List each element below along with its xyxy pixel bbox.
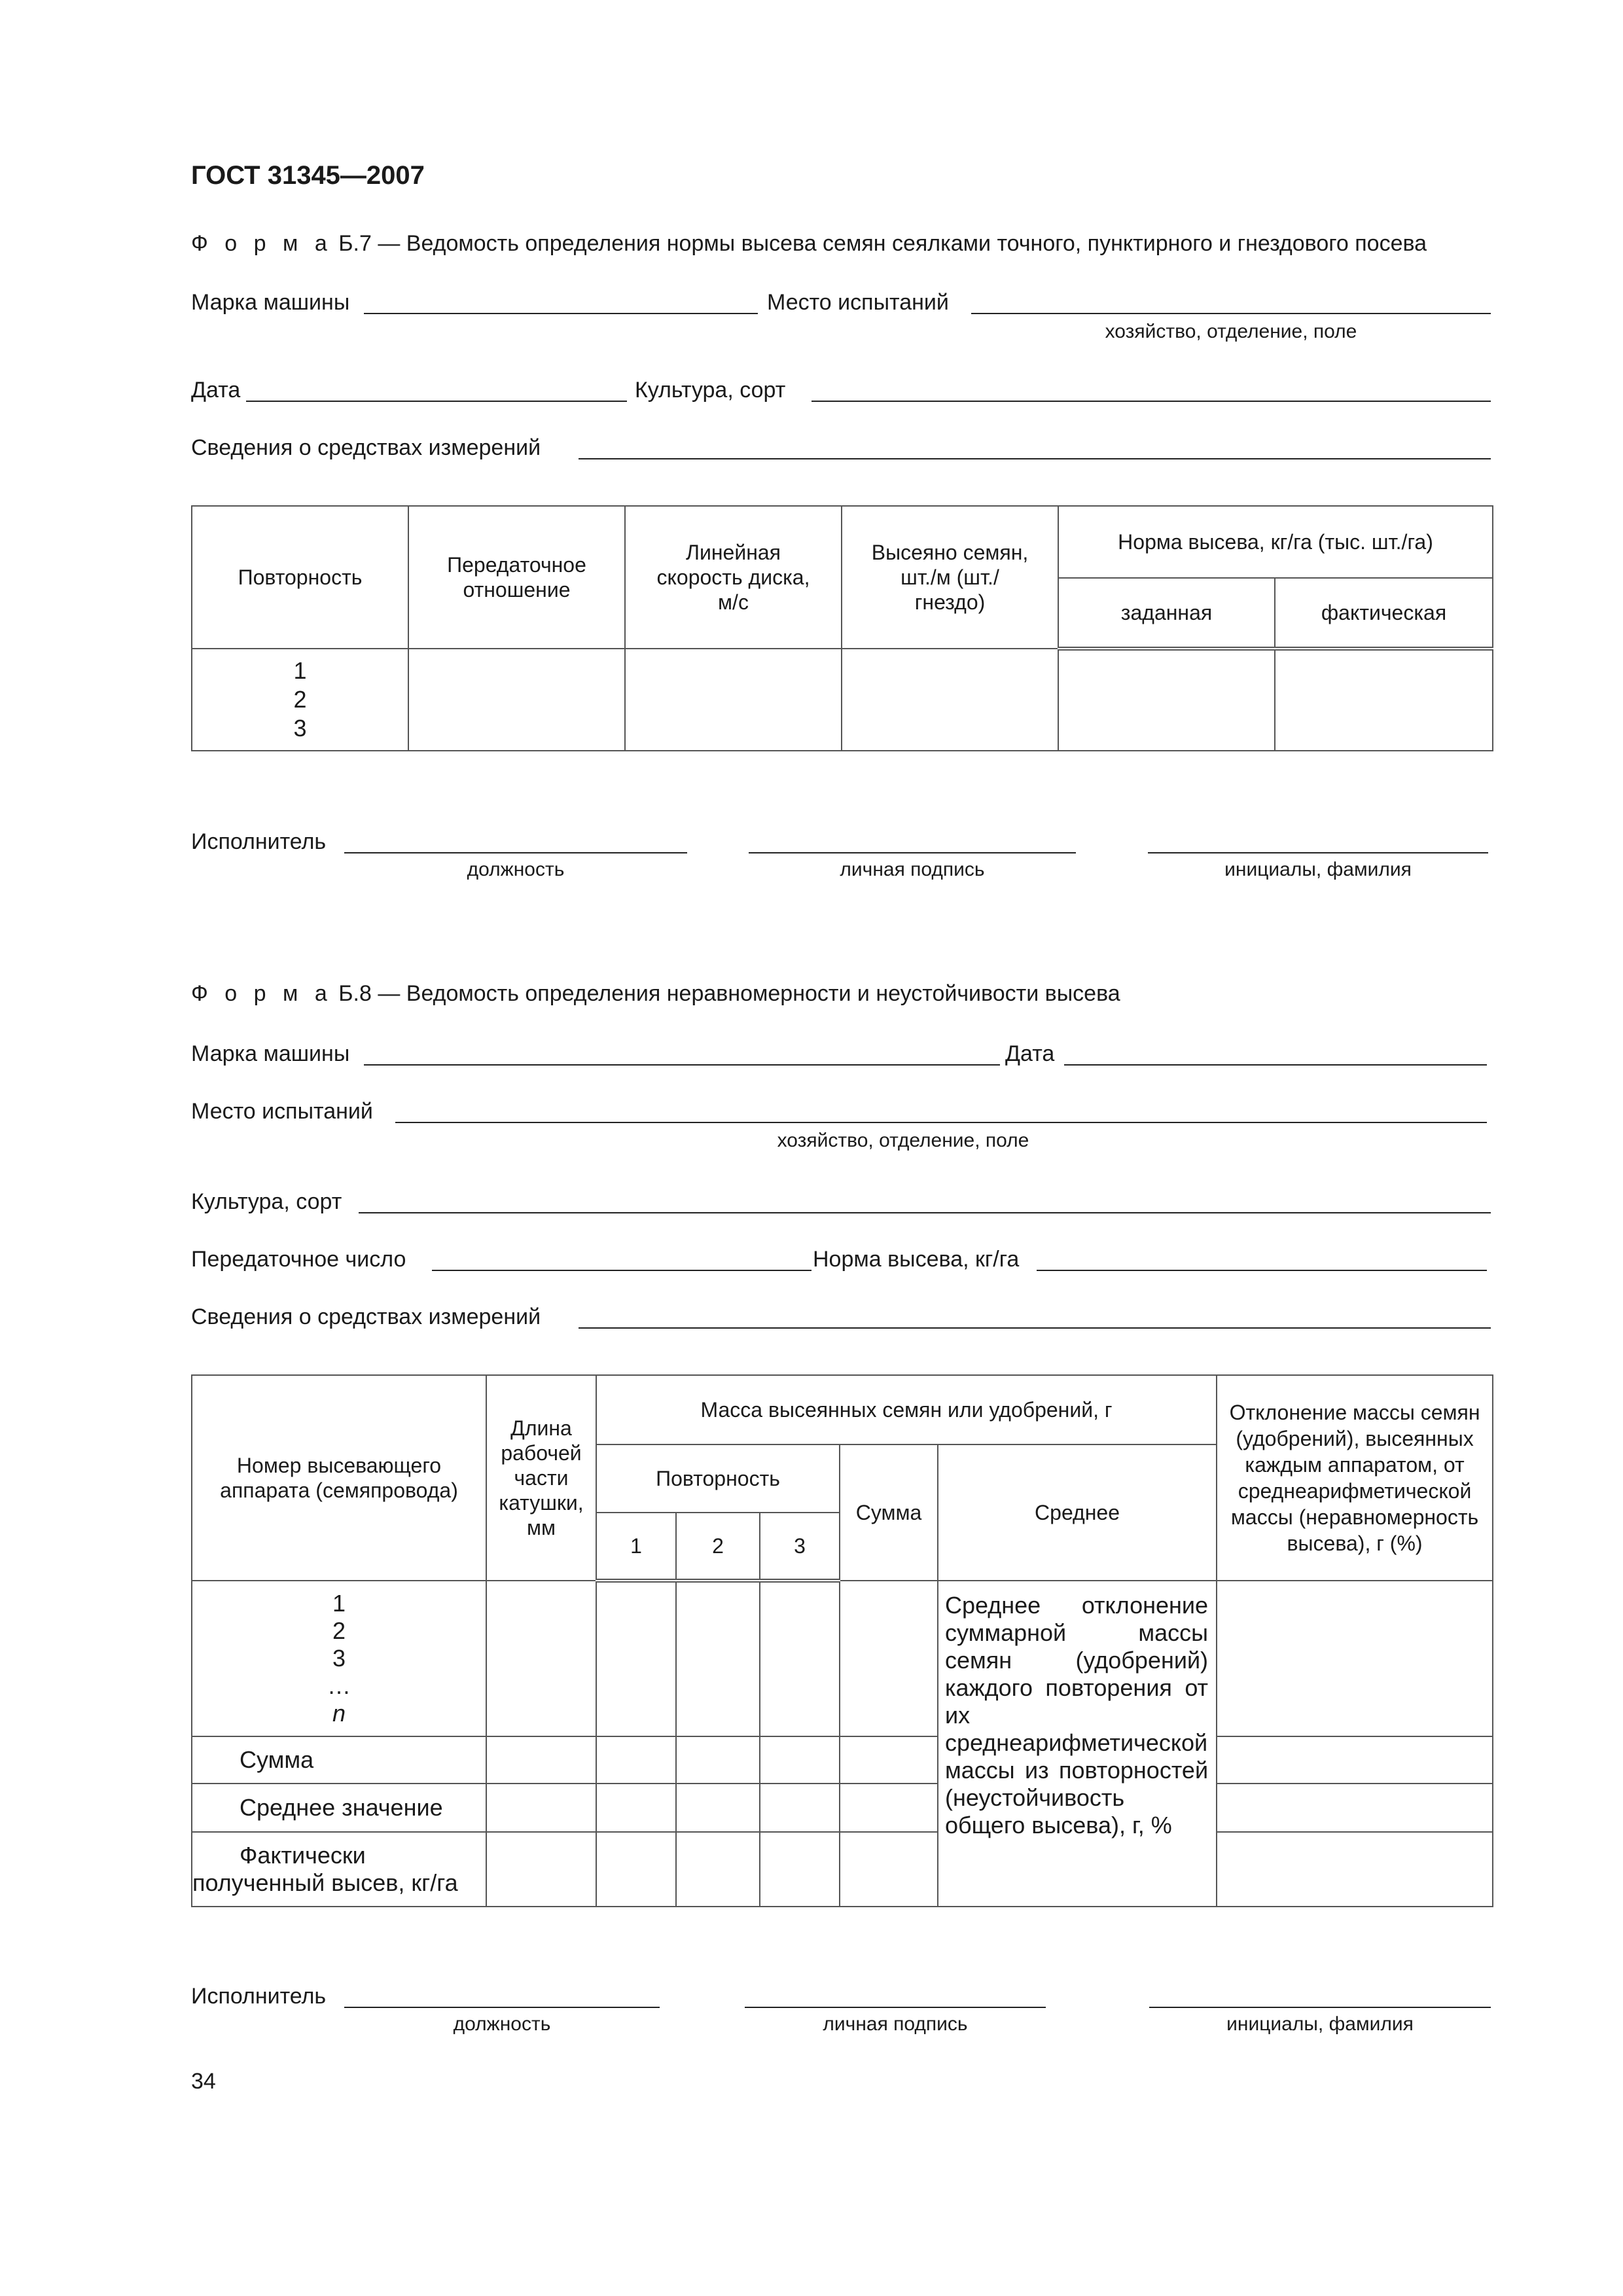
b8-mean-rep3[interactable] xyxy=(760,1784,840,1832)
b8-head-device: Номер высевающего аппарата (семяпровода) xyxy=(192,1375,486,1581)
b8-actual-rep3[interactable] xyxy=(760,1832,840,1907)
b8-brand-field[interactable] xyxy=(364,1064,1000,1066)
b8-mean-rep1[interactable] xyxy=(596,1784,676,1832)
b8-instruments-label: Сведения о средствах измерений xyxy=(191,1304,541,1329)
b8-sum-rep3[interactable] xyxy=(760,1736,840,1784)
b7-position-field[interactable] xyxy=(344,852,687,853)
form-b8-title-prefix: Ф о р м а xyxy=(191,981,332,1006)
b7-place-field[interactable] xyxy=(971,313,1491,314)
form-b8-title xyxy=(191,980,1120,1007)
b8-signature-caption: личная подпись xyxy=(823,2013,968,2035)
b8-actual-rep1[interactable] xyxy=(596,1832,676,1907)
b8-date-field[interactable] xyxy=(1064,1064,1487,1066)
b8-cell-length[interactable] xyxy=(486,1581,596,1736)
b7-crop-field[interactable] xyxy=(812,401,1491,402)
b8-row-n: n xyxy=(332,1700,346,1727)
b8-position-field[interactable] xyxy=(344,2007,660,2008)
b8-actual-rep2[interactable] xyxy=(676,1832,760,1907)
b8-sum-deviation[interactable] xyxy=(1217,1736,1493,1784)
b7-head-repeat: Повторность xyxy=(192,506,408,649)
b8-head-length: Длина рабочей части катушки, мм xyxy=(486,1375,596,1581)
b7-brand-label: Марка машины xyxy=(191,290,350,315)
b8-row-numbers xyxy=(192,1581,486,1736)
b8-sum-length[interactable] xyxy=(486,1736,596,1784)
b8-mean-sum[interactable] xyxy=(840,1784,938,1832)
b8-place-label: Место испытаний xyxy=(191,1099,373,1124)
b7-executor-label: Исполнитель xyxy=(191,829,327,854)
b8-gear-label: Передаточное число xyxy=(191,1247,406,1272)
page-number: 34 xyxy=(191,2069,216,2094)
b7-head-norm: Норма высева, кг/га (тыс. шт./га) xyxy=(1058,506,1493,578)
b7-signature-field[interactable] xyxy=(749,852,1076,853)
b8-signature-field[interactable] xyxy=(745,2007,1046,2008)
b7-date-label: Дата xyxy=(191,378,241,403)
b7-place-label: Место испытаний xyxy=(767,290,949,315)
b8-row-mean: Среднее значение xyxy=(192,1784,486,1832)
b8-executor-label: Исполнитель xyxy=(191,1984,327,2009)
b7-instruments-field[interactable] xyxy=(579,458,1491,459)
form-b7-title-prefix: Ф о р м а xyxy=(191,231,332,256)
b8-cell-sum[interactable] xyxy=(840,1581,938,1736)
b8-crop-field[interactable] xyxy=(359,1212,1491,1213)
b7-row-1: 1 xyxy=(293,657,307,684)
b8-name-caption: инициалы, фамилия xyxy=(1226,2013,1414,2035)
b8-sum-rep2[interactable] xyxy=(676,1736,760,1784)
b7-head-ratio: Передаточное отношение xyxy=(408,506,625,649)
b7-row-3: 3 xyxy=(293,715,307,742)
b8-table xyxy=(191,1374,1493,1907)
b8-cell-deviation[interactable] xyxy=(1217,1581,1493,1736)
b8-norm-field[interactable] xyxy=(1037,1270,1487,1271)
b8-head-rep-2: 2 xyxy=(676,1513,760,1581)
b8-place-field[interactable] xyxy=(395,1122,1487,1123)
b8-head-sum: Сумма xyxy=(840,1444,938,1581)
form-b7-title xyxy=(191,230,1427,257)
b7-cell-actual[interactable] xyxy=(1275,649,1493,751)
b8-date-label: Дата xyxy=(1005,1041,1055,1066)
b8-gear-field[interactable] xyxy=(432,1270,812,1271)
b7-table xyxy=(191,505,1493,751)
b8-place-caption: хозяйство, отделение, поле xyxy=(777,1130,1029,1151)
b7-signature-caption: личная подпись xyxy=(840,859,985,880)
b8-actual-sum[interactable] xyxy=(840,1832,938,1907)
b7-position-caption: должность xyxy=(467,859,565,880)
b8-row-1: 1 xyxy=(332,1590,346,1617)
b8-head-rep-1: 1 xyxy=(596,1513,676,1581)
b7-instruments-label: Сведения о средствах измерений xyxy=(191,435,541,460)
b8-mean-rep2[interactable] xyxy=(676,1784,760,1832)
b8-sum-rep1[interactable] xyxy=(596,1736,676,1784)
b7-cell-set[interactable] xyxy=(1058,649,1275,751)
document-header: ГОСТ 31345—2007 xyxy=(191,161,425,190)
b8-head-mean: Среднее xyxy=(938,1444,1217,1581)
b8-row-3: 3 xyxy=(332,1645,346,1672)
b7-head-speed: Линейная скорость диска, м/с xyxy=(625,506,842,649)
b7-row-numbers xyxy=(192,649,408,751)
b8-mean-length[interactable] xyxy=(486,1784,596,1832)
b8-norm-label: Норма высева, кг/га xyxy=(813,1247,1020,1272)
b8-mean-deviation[interactable] xyxy=(1217,1784,1493,1832)
b7-name-caption: инициалы, фамилия xyxy=(1224,859,1412,880)
b8-row-2: 2 xyxy=(332,1617,346,1644)
b8-brand-label: Марка машины xyxy=(191,1041,350,1066)
b8-row-actual: Фактически полученный высев, кг/га xyxy=(192,1832,486,1907)
b8-head-mass: Масса высеянных семян или удобрений, г xyxy=(596,1375,1217,1444)
b7-date-field[interactable] xyxy=(246,401,627,402)
b8-row-sum: Сумма xyxy=(192,1736,486,1784)
b7-name-field[interactable] xyxy=(1148,852,1488,853)
b7-head-sown: Высеяно семян, шт./м (шт./гнездо) xyxy=(842,506,1058,649)
b8-crop-label: Культура, сорт xyxy=(191,1189,342,1214)
b8-actual-length[interactable] xyxy=(486,1832,596,1907)
b8-cell-rep2[interactable] xyxy=(676,1581,760,1736)
b7-cell-speed[interactable] xyxy=(625,649,842,751)
b8-sum-sum[interactable] xyxy=(840,1736,938,1784)
b7-head-actual: фактическая xyxy=(1275,578,1493,649)
b7-cell-sown[interactable] xyxy=(842,649,1058,751)
b7-crop-label: Культура, сорт xyxy=(635,378,786,403)
b8-actual-deviation[interactable] xyxy=(1217,1832,1493,1907)
form-b8-title-text: Б.8 — Ведомость определения неравномерности и неустойчивости высева xyxy=(338,981,1120,1006)
b8-name-field[interactable] xyxy=(1149,2007,1491,2008)
b8-head-deviation: Отклонение массы семян (удобрений), высеянных каждым аппаратом, от среднеарифметической массы (неравномерность высева), г (%) xyxy=(1217,1375,1493,1581)
b7-head-set: заданная xyxy=(1058,578,1275,649)
b8-cell-rep3[interactable] xyxy=(760,1581,840,1736)
b7-cell-ratio[interactable] xyxy=(408,649,625,751)
b8-instruments-field[interactable] xyxy=(579,1327,1491,1329)
b7-place-caption: хозяйство, отделение, поле xyxy=(1105,321,1357,342)
b8-mean-note: Среднее отклонение суммарной массы семян (удобрений) каждого повторения от их среднеарифметической массы из повторностей (неустойчивость общего высева), г, % xyxy=(938,1581,1217,1907)
b8-position-caption: должность xyxy=(453,2013,551,2035)
form-b7-title-text: Б.7 — Ведомость определения нормы высева семян сеялками точного, пунктирного и гнездового посева xyxy=(338,231,1427,256)
b8-head-rep-3: 3 xyxy=(760,1513,840,1581)
b8-row-ellipsis: … xyxy=(327,1672,351,1699)
b8-head-repeat: Повторность xyxy=(596,1444,840,1513)
b7-row-2: 2 xyxy=(293,686,307,713)
b8-cell-rep1[interactable] xyxy=(596,1581,676,1736)
b7-brand-field[interactable] xyxy=(364,313,758,314)
